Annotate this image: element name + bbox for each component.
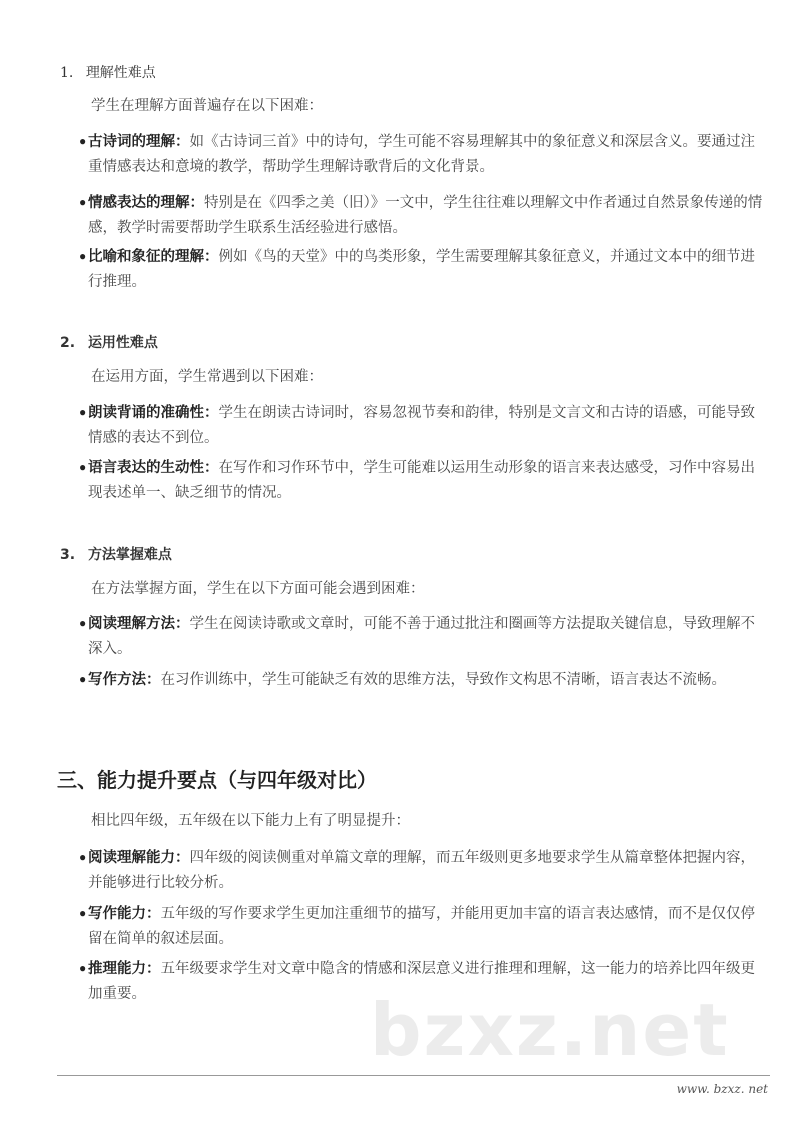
section-number: 1. <box>60 65 74 81</box>
bullet-term: 推理能力： <box>88 961 161 977</box>
part-3-intro: 相比四年级，五年级在以下能力上有了明显提升： <box>91 813 410 829</box>
bullet-text: 例如《鸟的天堂》中的鸟类形象，学生需要理解其象征意义，并通过文本中的细节进行推理。 <box>88 249 755 290</box>
bullet-term: 情感表达的理解： <box>88 195 204 211</box>
bullet-text: 在习作训练中，学生可能缺乏有效的思维方法，导致作文构思不清晰，语言表达不流畅。 <box>160 672 726 688</box>
bullet-text: 特别是在《四季之美（旧）》一文中，学生往往难以理解文中作者通过自然景象传递的情感，教学时需要帮助学生联系生活经验进行感悟。 <box>88 195 763 236</box>
bullet-text: 五年级要求学生对文章中隐含的情感和深层意义进行推理和理解，这一能力的培养比四年级更加重要。 <box>88 961 755 1002</box>
bullet-term: 阅读理解方法： <box>88 616 190 632</box>
watermark: bzxz.net <box>370 988 730 1072</box>
bullet-icon: • <box>78 460 88 477</box>
bullet-icon: • <box>78 249 88 266</box>
bullet-text: 五年级的写作要求学生更加注重细节的描写，并能用更加丰富的语言表达感情，而不是仅仅停留在简单的叙述层面。 <box>88 906 755 947</box>
bullet-term: 朗读背诵的准确性： <box>88 405 219 421</box>
bullet-term: 语言表达的生动性： <box>88 460 219 476</box>
footer-url: www. bzxz. net <box>676 1082 768 1096</box>
bullet-text: 四年级的阅读侧重对单篇文章的理解，而五年级则更多地要求学生从篇章整体把握内容，并能够进行比较分析。 <box>88 850 755 891</box>
section-title: 方法掌握难点 <box>87 547 172 563</box>
list-item <box>78 401 768 451</box>
bullet-text: 学生在阅读诗歌或文章时，可能不善于通过批注和圈画等方法提取关键信息，导致理解不深入。 <box>88 616 755 657</box>
section-number: 3. <box>60 547 76 563</box>
section-2-heading <box>60 332 158 352</box>
bullet-term: 阅读理解能力： <box>88 850 190 866</box>
list-item <box>78 130 768 180</box>
bullet-term: 写作能力： <box>88 906 161 922</box>
part-3-title: 三、能力提升要点（与四年级对比） <box>57 768 377 792</box>
section-3-intro: 在方法掌握方面，学生在以下方面可能会遇到困难： <box>91 581 425 597</box>
section-number: 2. <box>60 335 76 351</box>
bullet-icon: • <box>78 906 88 923</box>
bullet-icon: • <box>78 672 88 689</box>
bullet-icon: • <box>78 850 88 867</box>
bullet-icon: • <box>78 405 88 422</box>
bullet-text: 如《古诗词三首》中的诗句，学生可能不容易理解其中的象征意义和深层含义。要通过注重情感表达和意境的教学，帮助学生理解诗歌背后的文化背景。 <box>88 134 755 175</box>
bullet-icon: • <box>78 961 88 978</box>
list-item <box>78 191 768 241</box>
section-title: 运用性难点 <box>87 335 158 351</box>
section-2-intro: 在运用方面，学生常遇到以下困难： <box>91 369 323 385</box>
bullet-text: 在写作和习作环节中，学生可能难以运用生动形象的语言来表达感受，习作中容易出现表述单一、缺乏细节的情况。 <box>88 460 755 501</box>
bullet-term: 古诗词的理解： <box>88 134 190 150</box>
bullet-text: 学生在朗读古诗词时，容易忽视节奏和韵律，特别是文言文和古诗的语感，可能导致情感的表达不到位。 <box>88 405 755 446</box>
list-item <box>78 612 768 662</box>
list-item <box>78 846 768 896</box>
section-title: 理解性难点 <box>85 65 156 81</box>
list-item <box>78 245 768 295</box>
bullet-icon: • <box>78 195 88 212</box>
section-1-intro: 学生在理解方面普遍存在以下困难： <box>91 98 323 114</box>
list-item <box>78 902 768 952</box>
footer-divider <box>57 1075 770 1076</box>
list-item <box>78 668 768 693</box>
section-3-heading <box>60 544 172 564</box>
list-item <box>78 456 768 506</box>
section-1-heading <box>60 62 156 82</box>
bullet-icon: • <box>78 616 88 633</box>
bullet-term: 比喻和象征的理解： <box>88 249 219 265</box>
bullet-icon: • <box>78 134 88 151</box>
bullet-term: 写作方法： <box>88 672 161 688</box>
